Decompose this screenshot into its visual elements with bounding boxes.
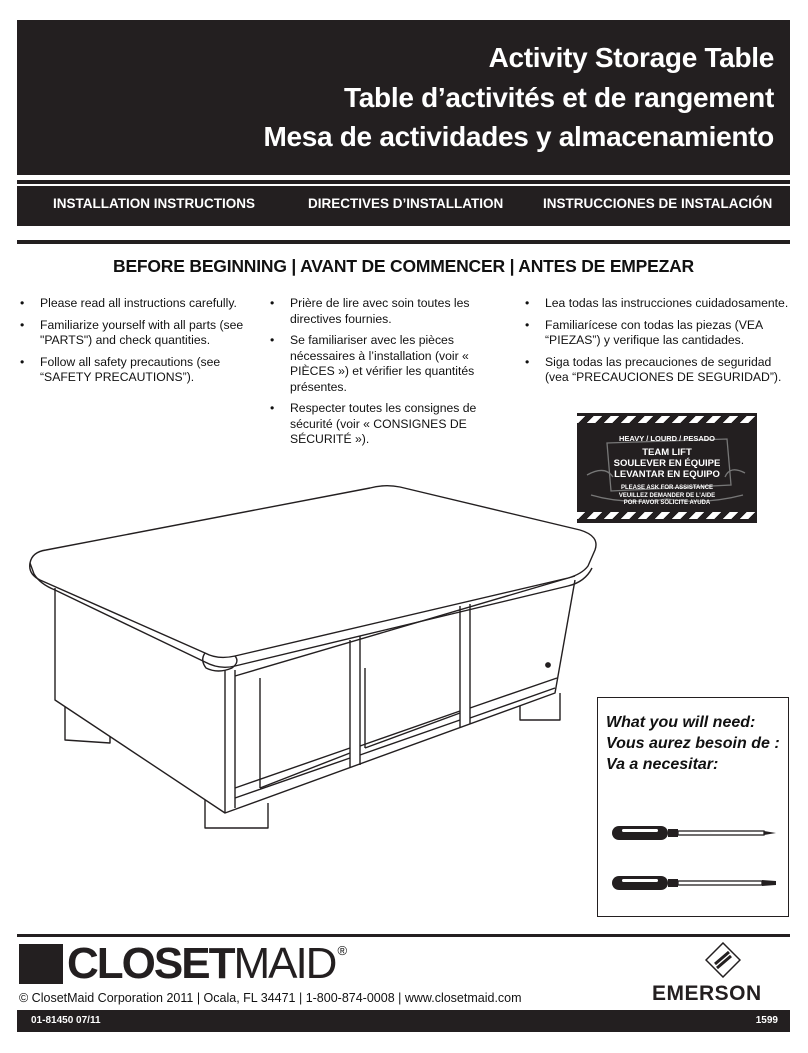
hazard-stripe <box>577 416 757 423</box>
list-item: • Prière de lire avec soin toutes les directives fournies. <box>270 296 515 327</box>
list-item: • Siga todas las precauciones de seguridad (vea “PRECAUCIONES DE SEGURIDAD”). <box>525 355 790 386</box>
emerson-logo <box>650 940 790 1006</box>
tools-heading-french: Vous aurez besoin de : <box>606 735 780 752</box>
emerson-diamond-icon <box>705 942 741 978</box>
hazard-stripe <box>577 512 757 519</box>
tools-heading-spanish: Va a necesitar: <box>606 756 719 773</box>
subheader-english: INSTALLATION INSTRUCTIONS <box>53 196 255 211</box>
heavy-label: HEAVY / LOURD / PESADO <box>619 434 715 443</box>
list-item: • Respecter toutes les consignes de sécurité (voir « CONSIGNES DE SÉCURITÉ »). <box>270 401 515 448</box>
copyright-line: © ClosetMaid Corporation 2011 | Ocala, FL 34471 | 1-800-874-0008 | www.closetmaid.com <box>19 991 522 1005</box>
document-number: 01-81450 07/11 <box>31 1015 101 1026</box>
list-item: • Lea todas las instrucciones cuidadosamente. <box>525 296 790 312</box>
instructions-spanish <box>525 296 790 392</box>
title-banner <box>17 20 790 175</box>
logo-closet-text: CLOSET <box>67 939 234 988</box>
phillips-screwdriver-icon <box>610 818 780 848</box>
list-item: • Se familiariser avec les pièces nécessaires à l’installation (voir « PIÈCES ») et vérifier les quantités présentes. <box>270 333 515 395</box>
logo-maid-text: MAID <box>233 939 336 988</box>
assist-line: VEUILLEZ DEMANDER DE L’AIDE <box>618 492 716 499</box>
registered-mark: ® <box>337 943 348 958</box>
instructions-french <box>270 296 515 454</box>
logo-square-icon <box>19 944 63 984</box>
activity-table-illustration <box>20 478 600 833</box>
flathead-screwdriver-icon <box>610 868 780 898</box>
title-english: Activity Storage Table <box>488 42 774 73</box>
page-code: 1599 <box>755 1015 778 1026</box>
subheader-french: DIRECTIVES D’INSTALLATION <box>308 196 504 211</box>
divider <box>17 180 790 184</box>
subheader-spanish: INSTRUCCIONES DE INSTALACIÓN <box>543 196 773 211</box>
tools-needed-box <box>597 697 789 917</box>
assist-line: POR FAVOR SOLICITE AYUDA <box>623 500 711 506</box>
title-french: Table d’activités et de rangement <box>344 82 774 113</box>
subheader-bar <box>17 186 790 226</box>
assist-line: PLEASE ASK FOR ASSISTANCE <box>620 485 714 491</box>
list-item: • Please read all instructions carefully. <box>20 296 260 312</box>
list-item: • Familiarize yourself with all parts (see "PARTS") and check quantities. <box>20 318 260 349</box>
team-lift-line: SOULEVER EN ÉQUIPE <box>613 458 721 469</box>
divider <box>17 240 790 244</box>
section-heading: BEFORE BEGINNING | AVANT DE COMMENCER | ANTES DE EMPEZAR <box>113 256 694 276</box>
team-lift-warning-label <box>577 413 757 523</box>
emerson-wordmark: EMERSON <box>652 982 762 1005</box>
list-item: • Familiarícese con todas las piezas (VEA “PIEZAS”) y verifique las cantidades. <box>525 318 790 349</box>
footer-bar <box>17 1010 790 1032</box>
tools-heading-english: What you will need: <box>606 714 756 731</box>
instructions-english <box>20 296 260 392</box>
team-lift-line: LEVANTAR EN EQUIPO <box>614 469 720 480</box>
title-spanish: Mesa de actividades y almacenamiento <box>263 121 774 152</box>
team-lift-line: TEAM LIFT <box>642 447 692 458</box>
closetmaid-logo <box>19 939 348 988</box>
divider <box>17 934 790 937</box>
list-item: • Follow all safety precautions (see “SAFETY PRECAUTIONS”). <box>20 355 260 386</box>
